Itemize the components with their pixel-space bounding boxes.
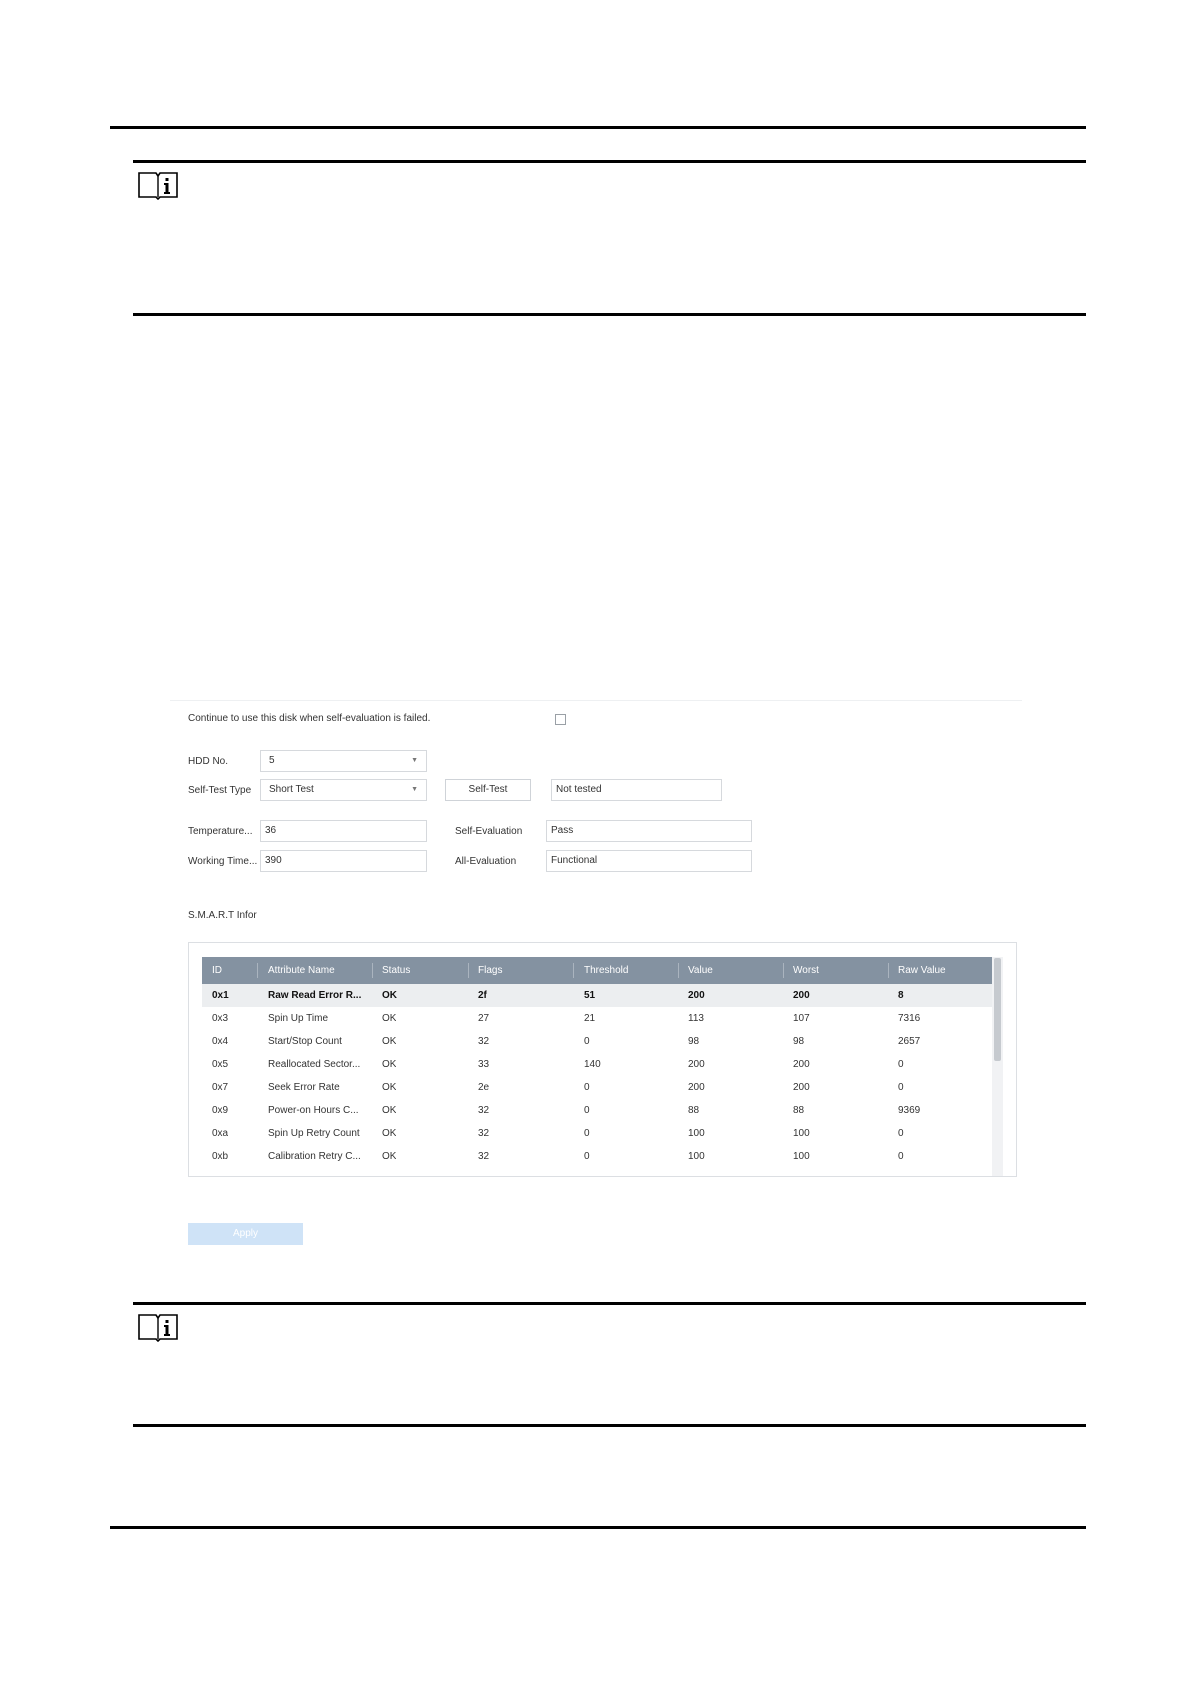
cell-attribute-name: Spin Up Retry Count <box>268 1128 360 1139</box>
smart-table <box>188 942 1017 1177</box>
cell-id: 0x5 <box>212 1059 229 1070</box>
column-divider <box>783 963 784 978</box>
cell-value: 200 <box>688 1059 705 1070</box>
cell-status: OK <box>382 1082 397 1093</box>
cell-status: OK <box>382 1059 397 1070</box>
column-divider <box>257 963 258 978</box>
cell-worst: 98 <box>793 1036 805 1047</box>
cell-raw-value: 0 <box>898 1151 904 1162</box>
cell-raw-value: 0 <box>898 1082 904 1093</box>
column-divider <box>468 963 469 978</box>
temperature-field: 36 <box>260 820 427 842</box>
col-attribute-name: Attribute Name <box>268 965 335 976</box>
cell-raw-value: 0 <box>898 1059 904 1070</box>
table-row[interactable] <box>202 984 992 1007</box>
continue-checkbox[interactable] <box>555 714 566 725</box>
cell-raw-value: 0 <box>898 1128 904 1139</box>
cell-value: 113 <box>688 1013 704 1024</box>
cell-status: OK <box>382 1128 397 1139</box>
page-header-rule <box>110 126 1086 129</box>
cell-flags: 32 <box>478 1036 490 1047</box>
column-divider <box>372 963 373 978</box>
column-divider <box>888 963 889 978</box>
self-test-type-label: Self-Test Type <box>188 785 252 796</box>
cell-threshold: 0 <box>584 1151 590 1162</box>
cell-id: 0x4 <box>212 1036 229 1047</box>
cell-threshold: 21 <box>584 1013 596 1024</box>
cell-attribute-name: Power-on Hours C... <box>268 1105 359 1116</box>
apply-button[interactable]: Apply <box>188 1223 303 1245</box>
cell-value: 200 <box>688 990 705 1001</box>
note-bottom-rule <box>133 313 1086 316</box>
cell-id: 0x7 <box>212 1082 229 1093</box>
self-test-type-select[interactable] <box>260 779 427 801</box>
table-row[interactable] <box>202 1145 992 1168</box>
cell-status: OK <box>382 990 397 1001</box>
cell-attribute-name: Seek Error Rate <box>268 1082 340 1093</box>
table-row[interactable] <box>202 1053 992 1076</box>
working-time-field: 390 <box>260 850 427 872</box>
cell-worst: 100 <box>793 1128 810 1139</box>
self-evaluation-field: Pass <box>546 820 752 842</box>
cell-worst: 88 <box>793 1105 805 1116</box>
cell-raw-value: 9369 <box>898 1105 921 1116</box>
note-info-icon <box>137 1312 179 1342</box>
table-scrollbar-thumb[interactable] <box>994 958 1001 1061</box>
caret-down-icon: ▼ <box>411 757 418 764</box>
continue-label: Continue to use this disk when self-evaluation is failed. <box>188 713 431 724</box>
cell-worst: 200 <box>793 990 810 1001</box>
col-id: ID <box>212 965 222 976</box>
col-threshold: Threshold <box>584 965 629 976</box>
cell-id: 0xa <box>212 1128 229 1139</box>
cell-status: OK <box>382 1105 397 1116</box>
all-evaluation-label: All-Evaluation <box>455 856 517 867</box>
cell-flags: 32 <box>478 1105 490 1116</box>
caret-down-icon: ▼ <box>411 786 418 793</box>
col-status: Status <box>382 965 411 976</box>
cell-raw-value: 2657 <box>898 1036 921 1047</box>
cell-attribute-name: Start/Stop Count <box>268 1036 342 1047</box>
self-test-type-value: Short Test <box>269 784 314 795</box>
note-info-icon <box>137 170 179 200</box>
col-value: Value <box>688 965 713 976</box>
cell-status: OK <box>382 1151 397 1162</box>
table-row[interactable] <box>202 1076 992 1099</box>
cell-threshold: 0 <box>584 1082 590 1093</box>
cell-threshold: 0 <box>584 1105 590 1116</box>
column-divider <box>678 963 679 978</box>
note-bottom-rule <box>133 1424 1086 1427</box>
cell-threshold: 0 <box>584 1036 590 1047</box>
cell-attribute-name: Reallocated Sector... <box>268 1059 361 1070</box>
cell-status: OK <box>382 1036 397 1047</box>
smart-section-title: S.M.A.R.T Infor <box>188 910 257 921</box>
note-top-rule <box>133 1302 1086 1305</box>
table-row[interactable] <box>202 1007 992 1030</box>
cell-flags: 2f <box>478 990 487 1001</box>
cell-threshold: 0 <box>584 1128 590 1139</box>
cell-attribute-name: Calibration Retry C... <box>268 1151 361 1162</box>
table-row[interactable] <box>202 1122 992 1145</box>
col-worst: Worst <box>793 965 819 976</box>
hdd-no-value: 5 <box>269 755 275 766</box>
cell-id: 0x3 <box>212 1013 229 1024</box>
col-raw-value: Raw Value <box>898 965 946 976</box>
cell-id: 0xb <box>212 1151 229 1162</box>
cell-flags: 32 <box>478 1128 490 1139</box>
cell-flags: 32 <box>478 1151 490 1162</box>
cell-value: 100 <box>688 1151 705 1162</box>
cell-threshold: 51 <box>584 990 596 1001</box>
temperature-label: Temperature... <box>188 826 253 837</box>
cell-value: 200 <box>688 1082 705 1093</box>
hdd-no-select[interactable] <box>260 750 427 772</box>
note-top-rule <box>133 160 1086 163</box>
smart-table-header <box>202 957 992 984</box>
hdd-check-panel <box>170 700 1022 1245</box>
cell-worst: 200 <box>793 1082 810 1093</box>
cell-value: 98 <box>688 1036 700 1047</box>
cell-flags: 33 <box>478 1059 490 1070</box>
cell-flags: 2e <box>478 1082 490 1093</box>
cell-raw-value: 8 <box>898 990 904 1001</box>
cell-attribute-name: Spin Up Time <box>268 1013 329 1024</box>
cell-flags: 27 <box>478 1013 490 1024</box>
column-divider <box>573 963 574 978</box>
cell-attribute-name: Raw Read Error R... <box>268 990 362 1001</box>
cell-threshold: 140 <box>584 1059 601 1070</box>
cell-value: 100 <box>688 1128 705 1139</box>
self-test-status-field: Not tested <box>551 779 722 801</box>
cell-status: OK <box>382 1013 397 1024</box>
hdd-no-label: HDD No. <box>188 756 229 767</box>
cell-worst: 200 <box>793 1059 810 1070</box>
cell-worst: 100 <box>793 1151 810 1162</box>
all-evaluation-field: Functional <box>546 850 752 872</box>
col-flags: Flags <box>478 965 503 976</box>
table-row[interactable] <box>202 1099 992 1122</box>
page-footer-rule <box>110 1526 1086 1529</box>
cell-id: 0x9 <box>212 1105 229 1116</box>
table-row[interactable] <box>202 1030 992 1053</box>
cell-worst: 107 <box>793 1013 810 1024</box>
self-test-button[interactable]: Self-Test <box>445 779 531 801</box>
cell-id: 0x1 <box>212 990 229 1001</box>
cell-value: 88 <box>688 1105 700 1116</box>
cell-raw-value: 7316 <box>898 1013 921 1024</box>
self-evaluation-label: Self-Evaluation <box>455 826 523 837</box>
working-time-label: Working Time... <box>188 856 258 867</box>
